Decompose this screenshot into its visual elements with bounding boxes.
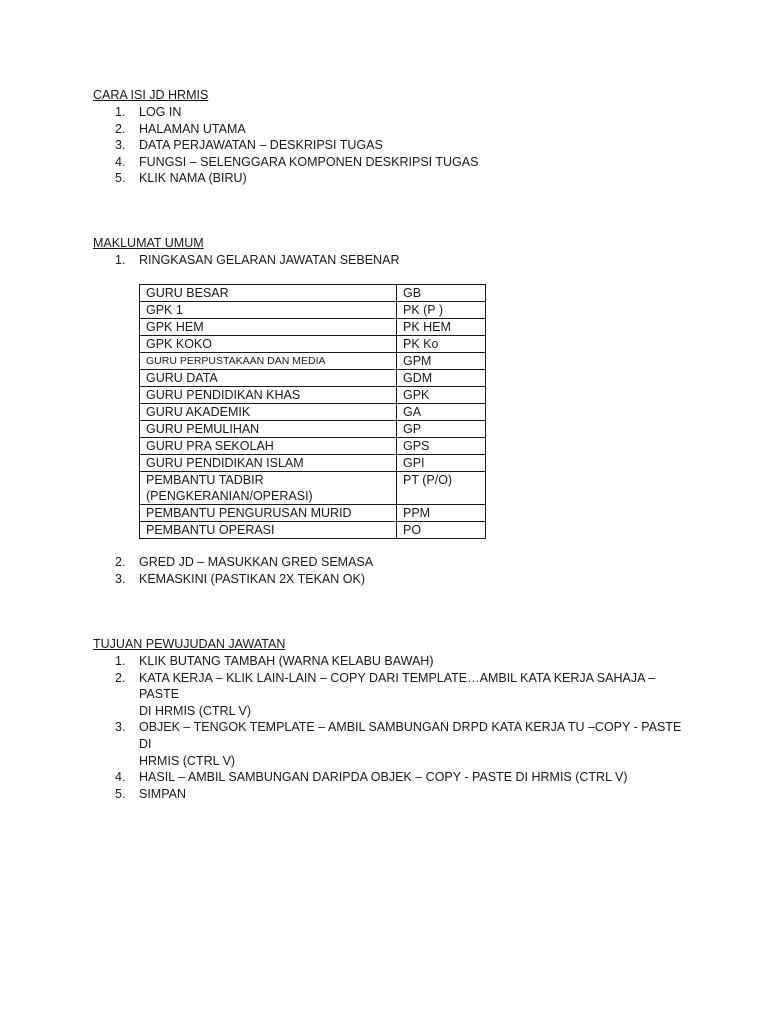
table-row: PEMBANTU OPERASI PO (140, 522, 486, 539)
table-row: GPK 1 PK (P ) (140, 302, 486, 319)
list-item: 2. HALAMAN UTAMA (115, 121, 246, 136)
steps-list (93, 252, 693, 269)
list-item: 4. FUNGSI – SELENGGARA KOMPONEN DESKRIPSI TUGAS (115, 154, 479, 169)
list-item: 4. HASIL – AMBIL SAMBUNGAN DARIPDA OBJEK – COPY - PASTE DI HRMIS (CTRL V) (115, 770, 628, 785)
table-row: PEMBANTU PENGURUSAN MURID PPM (140, 505, 486, 522)
list-item: 3. KEMASKINI (PASTIKAN 2X TEKAN OK) (115, 571, 365, 586)
maklumat-umum-continued (93, 554, 693, 587)
list-item: 3. DATA PERJAWATAN – DESKRIPSI TUGAS (115, 138, 383, 153)
section-maklumat-umum (93, 235, 693, 269)
list-item: 3. OBJEK – TENGOK TEMPLATE – AMBIL SAMBUNGAN DRPD KATA KERJA TU –COPY - PASTE DI HRMIS (CTRL V) (115, 720, 682, 768)
section-heading: MAKLUMAT UMUM (93, 236, 204, 250)
list-item: 2. GRED JD – MASUKKAN GRED SEMASA (115, 555, 374, 569)
list-item: 1. KLIK BUTANG TAMBAH (WARNA KELABU BAWAH) (115, 654, 434, 668)
list-item: 1. LOG IN (115, 105, 182, 119)
list-item: 1. RINGKASAN GELARAN JAWATAN SEBENAR (115, 253, 400, 267)
table-row: GURU PENDIDIKAN KHAS GPK (140, 387, 486, 404)
list-item: 5. KLIK NAMA (BIRU) (115, 171, 247, 186)
section-tujuan-pewujudan (93, 636, 693, 802)
steps-list (93, 104, 693, 187)
table-row: PEMBANTU TADBIR (PENGKERANIAN/OPERASI) PT (P/O) (140, 472, 486, 505)
list-item: 5. SIMPAN (115, 786, 186, 801)
section-heading: TUJUAN PEWUJUDAN JAWATAN (93, 637, 286, 651)
table-row: GURU AKADEMIK GA (140, 404, 486, 421)
table-row: GPK KOKO PK Ko (140, 336, 486, 353)
steps-list (93, 653, 693, 802)
section-heading: CARA ISI JD HRMIS (93, 88, 209, 102)
section-cara-isi (93, 87, 693, 187)
table-row: GURU BESAR GB (140, 285, 486, 302)
steps-list (93, 554, 693, 587)
table-row: GURU DATA GDM (140, 370, 486, 387)
list-item: 2. KATA KERJA – KLIK LAIN-LAIN – COPY DARI TEMPLATE…AMBIL KATA KERJA SAHAJA – PASTE DI HRMIS (CTRL V) (115, 670, 656, 718)
table-row: GURU PRA SEKOLAH GPS (140, 438, 486, 455)
job-title-table (139, 284, 486, 539)
table-row: GURU PEMULIHAN GP (140, 421, 486, 438)
table-row: GURU PENDIDIKAN ISLAM GPI (140, 455, 486, 472)
table-row: GURU PERPUSTAKAAN DAN MEDIA GPM (140, 353, 486, 370)
table-row: GPK HEM PK HEM (140, 319, 486, 336)
